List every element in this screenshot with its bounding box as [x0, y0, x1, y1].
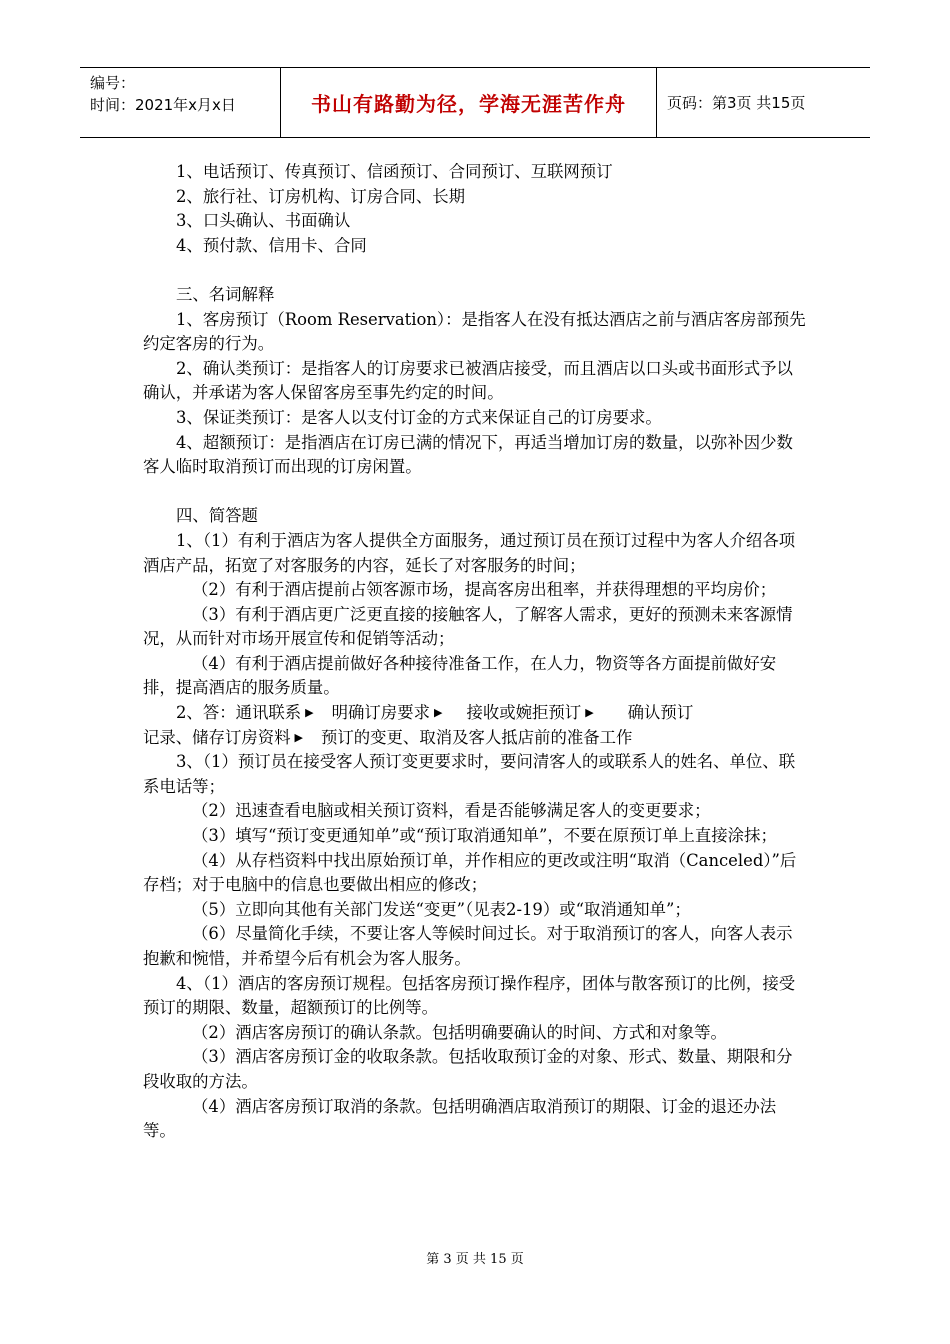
doc-time-label: 时间：2021年x月x日 [90, 96, 236, 114]
short-answer-paragraph: （2）酒店客房预订的确认条款。包括明确要确认的时间、方式和对象等。 [192, 1022, 727, 1042]
short-answer-paragraph: （4）有利于酒店提前做好各种接待准备工作，在人力，物资等各方面提前做好安排，提高酒店的服务质量。 [143, 653, 777, 698]
short-answer-paragraph: （5）立即向其他有关部门发送“变更”（见表2-19）或“取消通知单”； [192, 899, 691, 919]
header-left-cell [80, 68, 281, 137]
page-footer: 第 3 页 共 15 页 [426, 1252, 524, 1267]
flow-step: 明确订房要求 [331, 703, 430, 723]
section-title: 四、简答题 [176, 506, 258, 526]
header-page-info: 页码：第3页 共15页 [667, 94, 806, 112]
short-answer-paragraph: （3）酒店客房预订金的收取条款。包括收取预订金的对象、形式、数量、期限和分段收取的方法。 [143, 1047, 793, 1091]
flow-step: 接收或婉拒预订 [466, 703, 582, 723]
answer-line: 2、旅行社、订房机构、订房合同、长期 [176, 186, 466, 206]
flow-step: 确认预订 [627, 703, 694, 723]
flow-step: 记录、储存订房资料 [143, 727, 291, 747]
answer-line: 4、预付款、信用卡、合同 [176, 235, 367, 255]
definition-item: 4、超额预订：是指酒店在订房已满的情况下，再适当增加订房的数量，以弥补因少数客人临时取消预订而出现的订房闲置。 [143, 432, 793, 477]
short-answer-paragraph: （3）有利于酒店更广泛更直接的接触客人，了解客人需求，更好的预测未来客源情况，从而针对市场开展宣传和促销等活动； [143, 604, 793, 649]
short-answer-paragraph: （2）迅速查看电脑或相关预订资料，看是否能够满足客人的变更要求； [192, 801, 711, 821]
short-answer-paragraph: （4）从存档资料中找出原始预订单，并作相应的更改或注明“取消（Canceled）”后存档；对于电脑中的信息也要做出相应的修改； [143, 850, 797, 895]
short-answer-paragraph: 4、（1）酒店的客房预订规程。包括客房预订操作程序，团体与散客预订的比例，接受预订的期限、数量，超额预订的比例等。 [143, 973, 796, 1018]
process-flow-line-1 [143, 701, 808, 726]
arrow-right-icon: ▶ [294, 730, 303, 744]
arrow-right-icon: ▶ [433, 706, 443, 720]
flow-step: 预订的变更、取消及客人抵店前的准备工作 [320, 727, 633, 747]
short-answer-paragraph: （3）填写“预订变更通知单”或“预订取消通知单”，不要在原预订单上直接涂抹； [192, 826, 777, 846]
arrow-right-icon: ▶ [305, 706, 314, 720]
doc-number-label: 编号： [90, 74, 136, 92]
process-flow-line-2 [143, 726, 808, 751]
definition-item: 3、保证类预订：是客人以支付订金的方式来保证自己的订房要求。 [176, 407, 662, 427]
short-answer-paragraph: （2）有利于酒店提前占领客源市场，提高客房出租率，并获得理想的平均房价； [192, 580, 777, 600]
definition-item: 2、确认类预订：是指客人的订房要求已被酒店接受，而且酒店以口头或书面形式予以确认，并承诺为客人保留客房至事先约定的时间。 [143, 358, 793, 403]
short-answer-paragraph: 3、（1）预订员在接受客人预订变更要求时，要问清客人的或联系人的姓名、单位、联系电话等； [143, 752, 796, 796]
section-title: 三、名词解释 [176, 284, 275, 304]
arrow-right-icon: ▶ [585, 706, 594, 720]
document-body [143, 160, 808, 1144]
answer-line: 1、电话预订、传真预订、信函预订、合同预订、互联网预订 [176, 162, 613, 181]
short-answer-paragraph: （4）酒店客房预订取消的条款。包括明确酒店取消预订的期限、订金的退还办法等。 [143, 1096, 777, 1141]
short-answer-paragraph: （6）尽量简化手续，不要让客人等候时间过长。对于取消预订的客人，向客人表示抱歉和惋惜，并希望今后有机会为客人服务。 [143, 924, 793, 968]
definition-item: 1、客房预订（Room Reservation）：是指客人在没有抵达酒店之前与酒店客房部预先约定客房的行为。 [143, 309, 806, 354]
page-header [80, 67, 870, 138]
short-answer-paragraph: 1、（1）有利于酒店为客人提供全方面服务，通过预订员在预订过程中为客人介绍各项酒店产品，拓宽了对客服务的内容，延长了对客服务的时间； [143, 530, 796, 575]
flow-step: 2、答：通讯联系 [176, 703, 302, 723]
header-motto: 书山有路勤为径，学海无涯苦作舟 [281, 68, 657, 137]
answer-line: 3、口头确认、书面确认 [176, 211, 351, 231]
